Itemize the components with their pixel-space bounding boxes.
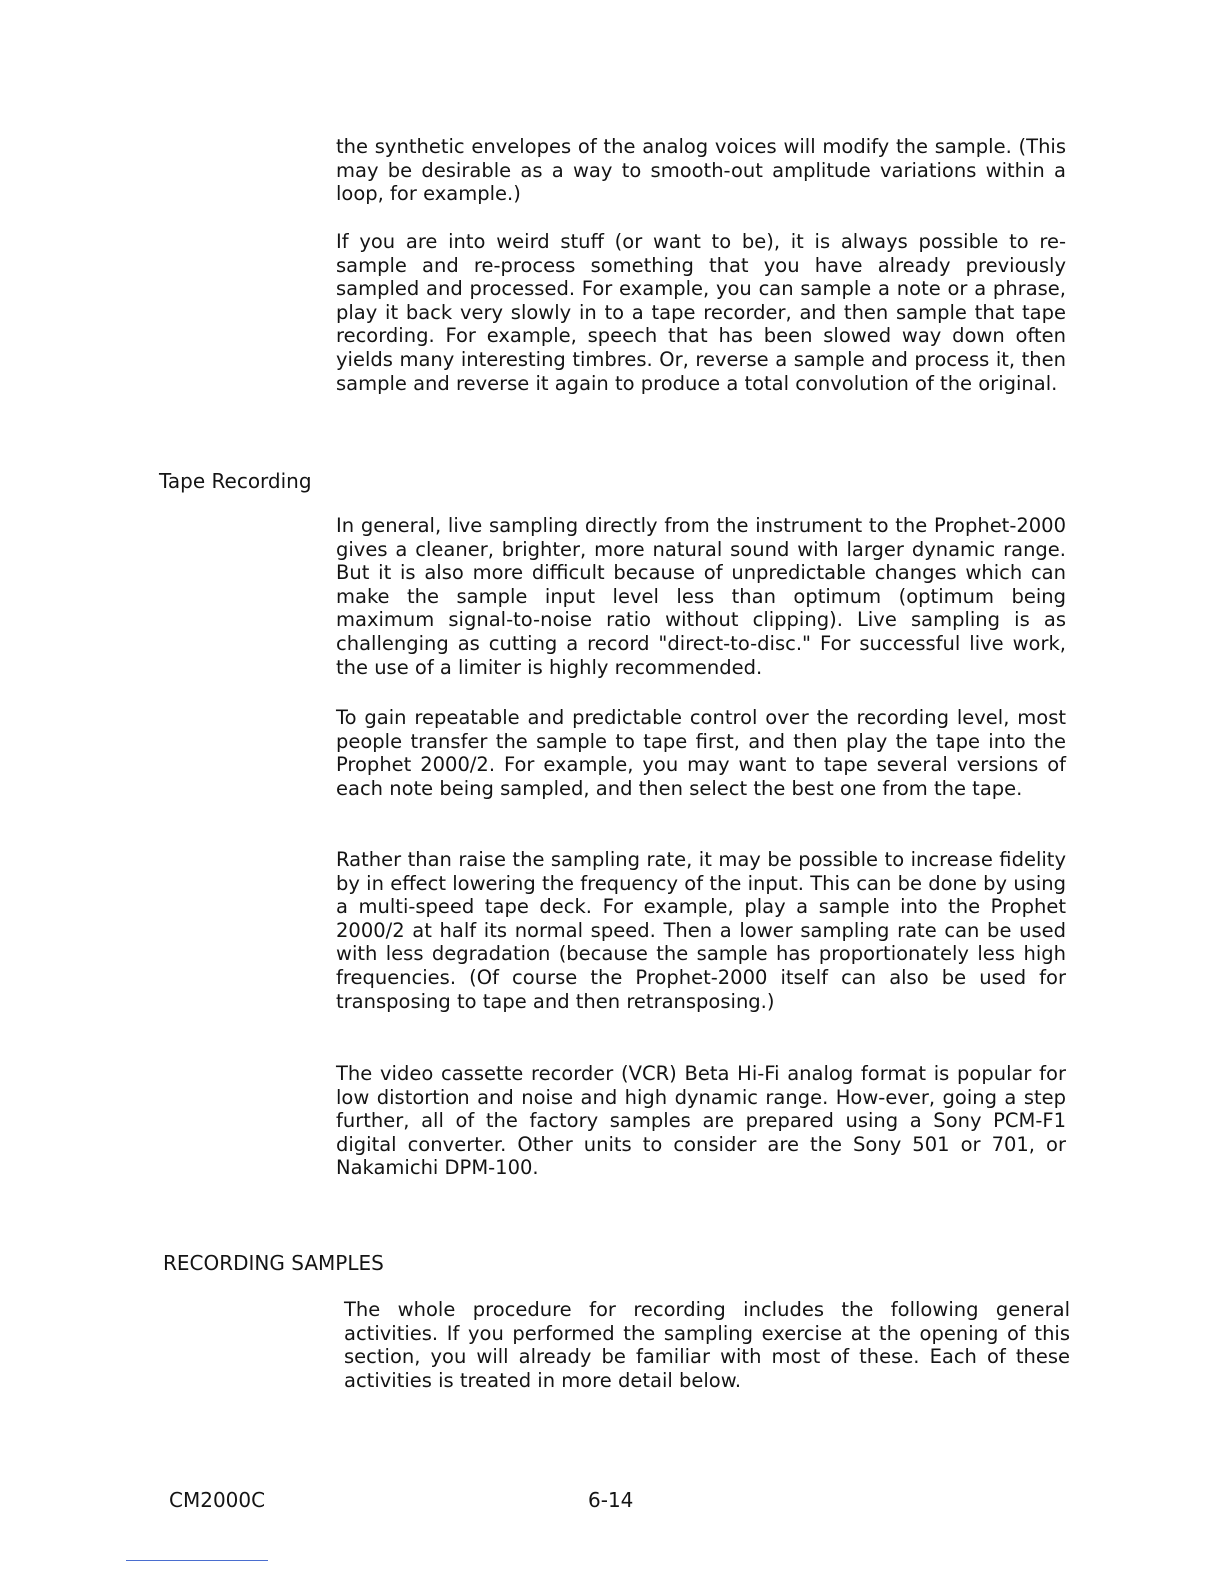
recording-samples-paragraph-1: The whole procedure for recording includes the following general activities. If you performed the sampling exercise at the opening of this section, you will already be familiar with most of these. Each of these activities is treated in more detail below. [344,1298,1070,1392]
intro-paragraph-1: the synthetic envelopes of the analog voices will modify the sample. (This may be desirable as a way to smooth-out amplitude variations within a loop, for example.) [336,135,1066,206]
tape-recording-heading: Tape Recording [159,469,312,493]
footer-rule [126,1560,268,1561]
tape-recording-paragraph-3: Rather than raise the sampling rate, it may be possible to increase fidelity by in effect lowering the frequency of the input. This can be done by using a multi-speed tape deck. For example, play a sample into the Prophet 2000/2 at half its normal speed. Then a lower sampling rate can be used with less degradation (because the sample has proportionately less high frequencies. (Of course the Prophet-2000 itself can also be used for transposing to tape and then retransposing.) [336,848,1066,1013]
footer-doc-id: CM2000C [169,1488,266,1512]
tape-recording-paragraph-4: The video cassette recorder (VCR) Beta Hi-Fi analog format is popular for low distortion and noise and high dynamic range. How-ever, going a step further, all of the factory samples are prepared using a Sony PCM-F1 digital converter. Other units to consider are the Sony 501 or 701, or Nakamichi DPM-100. [336,1062,1066,1180]
tape-recording-paragraph-1: In general, live sampling directly from the instrument to the Prophet-2000 gives a cleaner, brighter, more natural sound with larger dynamic range. But it is also more difficult because of unpredictable changes which can make the sample input level less than optimum (optimum being maximum signal-to-noise ratio without clipping). Live sampling is as challenging as cutting a record "direct-to-disc." For successful live work, the use of a limiter is highly recommended. [336,514,1066,679]
recording-samples-heading: RECORDING SAMPLES [163,1251,384,1275]
footer-page-number: 6-14 [588,1488,634,1512]
tape-recording-paragraph-2: To gain repeatable and predictable control over the recording level, most people transfer the sample to tape first, and then play the tape into the Prophet 2000/2. For example, you may want to tape several versions of each note being sampled, and then select the best one from the tape. [336,706,1066,800]
intro-paragraph-2: If you are into weird stuff (or want to be), it is always possible to re-sample and re-process something that you have already previously sampled and processed. For example, you can sample a note or a phrase, play it back very slowly in to a tape recorder, and then sample that tape recording. For example, speech that has been slowed way down often yields many interesting timbres. Or, reverse a sample and process it, then sample and reverse it again to produce a total convolution of the original. [336,230,1066,395]
